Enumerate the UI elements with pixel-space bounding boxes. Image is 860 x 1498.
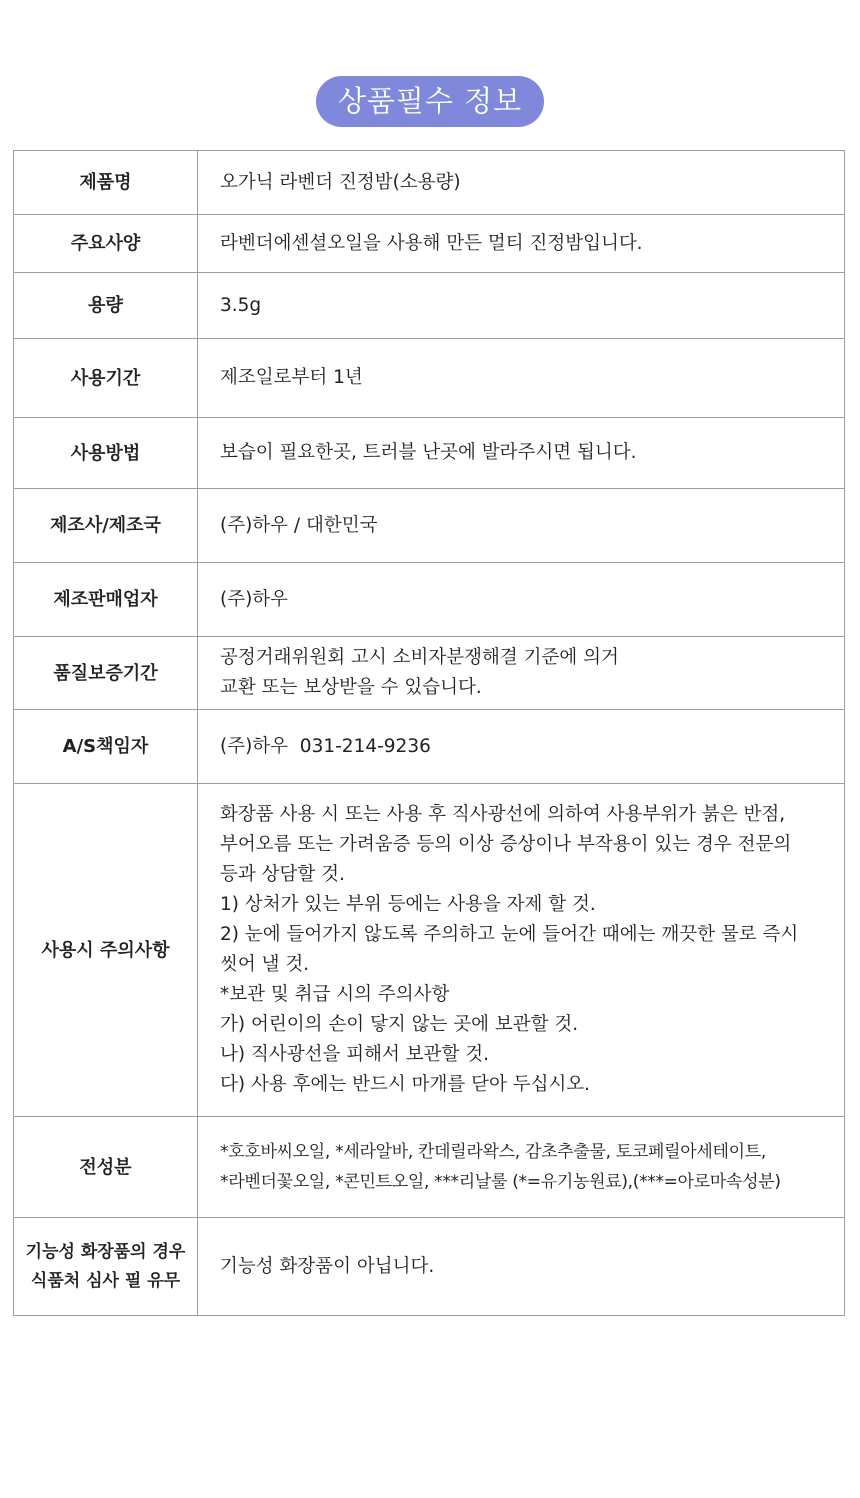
row-value [198, 215, 845, 273]
table-row [14, 637, 845, 710]
value-line: 1) 상처가 있는 부위 등에는 사용을 자제 할 것. [220, 894, 596, 915]
table-row [14, 563, 845, 637]
value-line: 다) 사용 후에는 반드시 마개를 닫아 두십시오. [220, 1074, 591, 1095]
product-info-table [13, 150, 845, 1316]
label-line: 제조판매업자 [53, 589, 158, 610]
table-row [14, 710, 845, 784]
row-label [14, 784, 198, 1117]
label-line: 식품처 심사 필 유무 [30, 1270, 181, 1291]
label-line: 사용시 주의사항 [41, 939, 170, 961]
row-label [14, 1218, 198, 1316]
value-line: (주)하우 / 대한민국 [220, 514, 378, 536]
value-line: 화장품 사용 시 또는 사용 후 직사광선에 의하여 사용부위가 붉은 반점, [220, 804, 786, 825]
row-label [14, 489, 198, 563]
value-line: 3.5g [220, 294, 262, 316]
row-value [198, 637, 845, 710]
label-line: 주요사양 [70, 233, 141, 254]
value-line: 제조일로부터 1년 [220, 367, 363, 388]
label-line: 품질보증기간 [53, 662, 158, 684]
value-line: *보관 및 취급 시의 주의사항 [220, 984, 450, 1005]
table-row [14, 489, 845, 563]
page-title: 상품필수 정보 [316, 76, 544, 127]
row-label [14, 710, 198, 784]
value-line: 씻어 낼 것. [220, 954, 310, 975]
row-value [198, 489, 845, 563]
value-line: 오가닉 라벤더 진정밤(소용량) [220, 171, 461, 193]
table-row [14, 215, 845, 273]
label-line: 전성분 [79, 1156, 132, 1178]
label-line: A/S책임자 [62, 736, 149, 757]
table-row [14, 339, 845, 418]
row-value [198, 1117, 845, 1218]
value-line: *호호바씨오일, *세라알바, 칸데릴라왁스, 감초추출물, 토코페릴아세테이트, [220, 1142, 766, 1162]
table-row [14, 151, 845, 215]
value-line: 가) 어린이의 손이 닿지 않는 곳에 보관할 것. [220, 1014, 579, 1035]
label-line: 제품명 [79, 172, 132, 193]
value-line: (주)하우 [220, 588, 289, 610]
row-label [14, 215, 198, 273]
value-line: (주)하우 031-214-9236 [220, 735, 431, 757]
label-line: 용량 [88, 295, 123, 316]
value-line: 보습이 필요한곳, 트러블 난곳에 발라주시면 됩니다. [220, 442, 637, 463]
value-line: 라벤더에센셜오일을 사용해 만든 멀티 진정밤입니다. [220, 232, 643, 254]
row-label [14, 637, 198, 710]
row-label [14, 563, 198, 637]
table-row [14, 273, 845, 339]
row-value [198, 710, 845, 784]
label-line: 기능성 화장품의 경우 [25, 1241, 186, 1262]
label-line: 사용기간 [70, 367, 141, 389]
table-row [14, 784, 845, 1117]
value-line: 부어오름 또는 가려움증 등의 이상 증상이나 부작용이 있는 경우 전문의 [220, 834, 792, 855]
row-value [198, 339, 845, 418]
value-line: 기능성 화장품이 아닙니다. [220, 1255, 435, 1277]
row-label [14, 339, 198, 418]
value-line: *라벤더꽃오일, *콘민트오일, ***리날룰 (*=유기농원료),(***=아로마속성분) [220, 1172, 781, 1192]
value-line: 교환 또는 보상받을 수 있습니다. [220, 677, 482, 698]
row-value [198, 563, 845, 637]
table-row [14, 1218, 845, 1316]
value-line: 공정거래위원회 고시 소비자분쟁해결 기준에 의거 [220, 647, 619, 668]
row-value [198, 151, 845, 215]
value-line: 나) 직사광선을 피해서 보관할 것. [220, 1044, 489, 1065]
row-value [198, 1218, 845, 1316]
row-label [14, 418, 198, 489]
label-line: 사용방법 [70, 442, 141, 464]
row-value [198, 418, 845, 489]
row-value [198, 273, 845, 339]
row-value [198, 784, 845, 1117]
value-line: 2) 눈에 들어가지 않도록 주의하고 눈에 들어간 때에는 깨끗한 물로 즉시 [220, 924, 799, 945]
label-line: 제조사/제조국 [50, 515, 161, 536]
title-wrap [0, 76, 860, 127]
table-row [14, 418, 845, 489]
value-line: 등과 상담할 것. [220, 864, 345, 885]
row-label [14, 1117, 198, 1218]
row-label [14, 273, 198, 339]
row-label [14, 151, 198, 215]
table-row [14, 1117, 845, 1218]
